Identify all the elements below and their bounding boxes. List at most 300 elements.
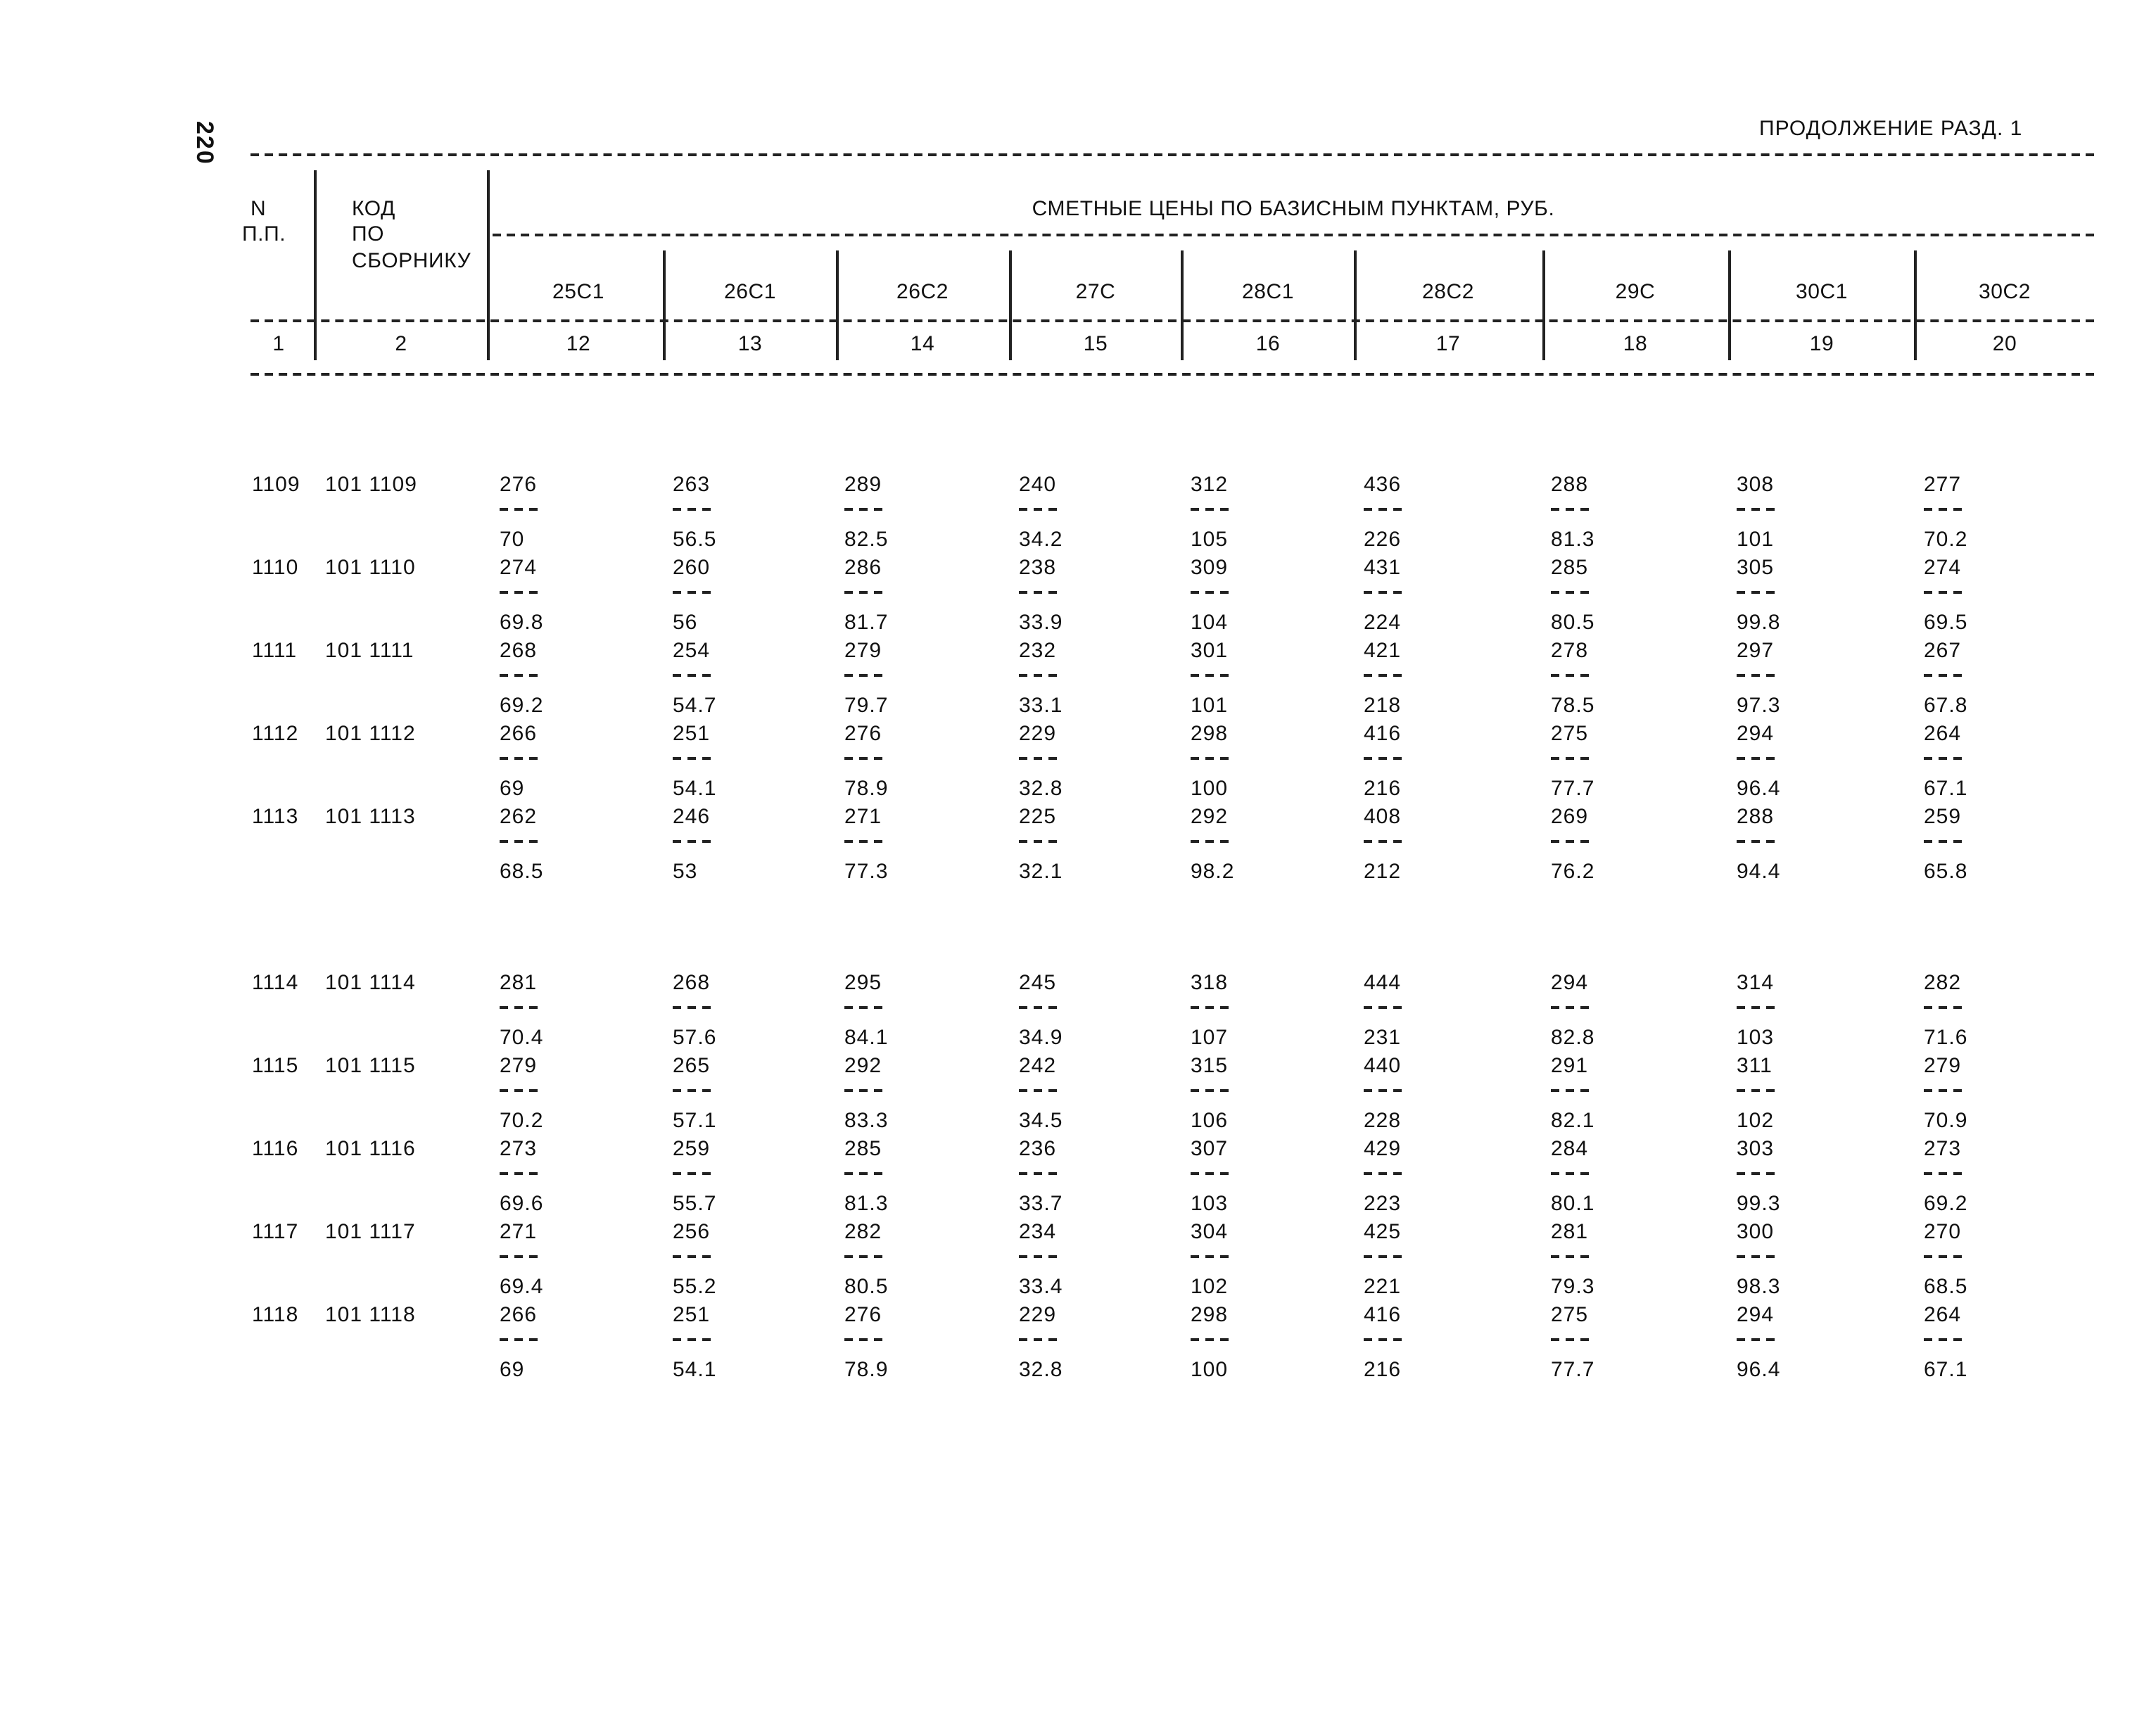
price-numerator: 288	[1551, 473, 1589, 497]
price-denominator: 97.3	[1737, 694, 1781, 718]
fraction-bar	[1551, 1172, 1589, 1175]
fraction-bar	[1191, 840, 1229, 843]
price-numerator: 278	[1551, 639, 1589, 663]
price-numerator: 307	[1191, 1137, 1229, 1161]
price-numerator: 421	[1364, 639, 1402, 663]
row-code: 101 1109	[325, 473, 417, 497]
fraction-bar	[1364, 674, 1402, 677]
price-numerator: 285	[1551, 556, 1589, 580]
fraction-bar	[844, 1338, 882, 1341]
price-numerator: 246	[673, 805, 711, 829]
fraction-bar	[500, 840, 538, 843]
column-header: 26С1	[723, 280, 777, 304]
price-numerator: 304	[1191, 1220, 1229, 1244]
fraction-bar	[1019, 1255, 1057, 1258]
fraction-bar	[844, 1006, 882, 1009]
price-numerator: 311	[1737, 1054, 1773, 1078]
price-numerator: 301	[1191, 639, 1229, 663]
price-numerator: 294	[1737, 722, 1775, 746]
price-numerator: 269	[1551, 805, 1589, 829]
price-denominator: 103	[1191, 1192, 1229, 1216]
section-continuation: ПРОДОЛЖЕНИЕ РАЗД. 1	[1759, 117, 2023, 141]
fraction-bar	[1551, 757, 1589, 760]
fraction-bar	[1924, 840, 1962, 843]
fraction-bar	[1551, 840, 1589, 843]
price-numerator: 444	[1364, 971, 1402, 995]
price-denominator: 54.1	[673, 777, 717, 801]
price-numerator: 273	[1924, 1137, 1962, 1161]
fraction-bar	[844, 1172, 882, 1175]
column-number: 14	[910, 332, 935, 356]
header-bottom-rule	[251, 373, 2094, 376]
fraction-bar	[844, 757, 882, 760]
price-denominator: 102	[1191, 1275, 1229, 1299]
price-denominator: 32.1	[1019, 860, 1063, 884]
price-denominator: 79.7	[844, 694, 889, 718]
price-denominator: 81.3	[1551, 528, 1595, 552]
fraction-bar	[1364, 1089, 1402, 1092]
fraction-bar	[500, 757, 538, 760]
fraction-bar	[1737, 1006, 1775, 1009]
fraction-bar	[1364, 757, 1402, 760]
row-code: 101 1111	[325, 639, 414, 663]
price-denominator: 54.1	[673, 1358, 717, 1382]
fraction-bar	[673, 591, 711, 594]
price-denominator: 56.5	[673, 528, 717, 552]
price-denominator: 98.2	[1191, 860, 1235, 884]
fraction-bar	[1924, 508, 1962, 511]
price-numerator: 416	[1364, 1303, 1402, 1327]
fraction-bar	[673, 1089, 711, 1092]
price-numerator: 276	[844, 1303, 882, 1327]
price-denominator: 81.3	[844, 1192, 889, 1216]
fraction-bar	[673, 1006, 711, 1009]
price-numerator: 294	[1551, 971, 1589, 995]
column-number: 13	[737, 332, 763, 356]
price-denominator: 99.8	[1737, 611, 1781, 635]
price-denominator: 96.4	[1737, 1358, 1781, 1382]
price-denominator: 69.4	[500, 1275, 544, 1299]
price-numerator: 309	[1191, 556, 1229, 580]
price-numerator: 229	[1019, 722, 1057, 746]
price-denominator: 226	[1364, 528, 1402, 552]
price-denominator: 84.1	[844, 1026, 889, 1050]
price-denominator: 34.2	[1019, 528, 1063, 552]
price-denominator: 231	[1364, 1026, 1402, 1050]
price-denominator: 34.5	[1019, 1109, 1063, 1133]
price-denominator: 67.1	[1924, 777, 1968, 801]
fraction-bar	[1551, 1089, 1589, 1092]
price-denominator: 69.2	[1924, 1192, 1968, 1216]
price-numerator: 436	[1364, 473, 1402, 497]
price-numerator: 266	[500, 1303, 538, 1327]
row-code: 101 1112	[325, 722, 416, 746]
price-denominator: 106	[1191, 1109, 1229, 1133]
row-code: 101 1113	[325, 805, 416, 829]
row-code: 101 1116	[325, 1137, 416, 1161]
price-numerator: 273	[500, 1137, 538, 1161]
header-top-rule	[251, 153, 2094, 156]
fraction-bar	[500, 1006, 538, 1009]
column-header: 30С2	[1978, 280, 2031, 304]
price-denominator: 100	[1191, 777, 1229, 801]
fraction-bar	[1019, 1089, 1057, 1092]
price-numerator: 279	[844, 639, 882, 663]
fraction-bar	[1191, 1172, 1229, 1175]
fraction-bar	[1737, 591, 1775, 594]
price-denominator: 80.1	[1551, 1192, 1595, 1216]
price-denominator: 81.7	[844, 611, 889, 635]
fraction-bar	[500, 1172, 538, 1175]
row-number: 1112	[252, 722, 299, 746]
price-numerator: 277	[1924, 473, 1962, 497]
fraction-bar	[1364, 591, 1402, 594]
fraction-bar	[1737, 1255, 1775, 1258]
price-numerator: 303	[1737, 1137, 1775, 1161]
price-denominator: 83.3	[844, 1109, 889, 1133]
col-number-1: 1	[272, 332, 285, 356]
price-numerator: 312	[1191, 473, 1229, 497]
fraction-bar	[1924, 1172, 1962, 1175]
row-number: 1111	[252, 639, 298, 663]
price-numerator: 259	[673, 1137, 711, 1161]
fraction-bar	[1737, 508, 1775, 511]
price-denominator: 224	[1364, 611, 1402, 635]
price-denominator: 69	[500, 777, 525, 801]
price-numerator: 308	[1737, 473, 1775, 497]
price-numerator: 291	[1551, 1054, 1589, 1078]
price-numerator: 263	[673, 473, 711, 497]
fraction-bar	[1737, 1338, 1775, 1341]
fraction-bar	[844, 1089, 882, 1092]
col-number-2: 2	[395, 332, 407, 356]
row-code: 101 1110	[325, 556, 416, 580]
fraction-bar	[1191, 1338, 1229, 1341]
price-numerator: 234	[1019, 1220, 1057, 1244]
price-numerator: 298	[1191, 1303, 1229, 1327]
price-numerator: 264	[1924, 1303, 1962, 1327]
column-header: 27С	[1075, 280, 1116, 304]
price-numerator: 288	[1737, 805, 1775, 829]
price-numerator: 260	[673, 556, 711, 580]
price-denominator: 68.5	[1924, 1275, 1968, 1299]
price-numerator: 305	[1737, 556, 1775, 580]
fraction-bar	[1019, 591, 1057, 594]
fraction-bar	[1924, 591, 1962, 594]
price-numerator: 440	[1364, 1054, 1402, 1078]
fraction-bar	[1364, 1255, 1402, 1258]
fraction-bar	[1019, 1172, 1057, 1175]
price-numerator: 275	[1551, 722, 1589, 746]
price-denominator: 70.4	[500, 1026, 544, 1050]
fraction-bar	[1737, 840, 1775, 843]
price-denominator: 77.7	[1551, 1358, 1595, 1382]
column-number: 19	[1809, 332, 1834, 356]
price-numerator: 281	[1551, 1220, 1589, 1244]
header-n: N	[251, 197, 267, 221]
price-numerator: 284	[1551, 1137, 1589, 1161]
fraction-bar	[844, 1255, 882, 1258]
price-numerator: 286	[844, 556, 882, 580]
fraction-bar	[1191, 1006, 1229, 1009]
header-sub-rule	[251, 319, 2094, 322]
fraction-bar	[1019, 1338, 1057, 1341]
price-numerator: 295	[844, 971, 882, 995]
column-header: 28С2	[1421, 280, 1475, 304]
price-denominator: 33.9	[1019, 611, 1063, 635]
price-denominator: 55.7	[673, 1192, 717, 1216]
fraction-bar	[1364, 508, 1402, 511]
price-numerator: 271	[500, 1220, 538, 1244]
column-number: 18	[1623, 332, 1648, 356]
price-denominator: 71.6	[1924, 1026, 1968, 1050]
price-denominator: 70.2	[500, 1109, 544, 1133]
column-header: 25С1	[552, 280, 605, 304]
price-denominator: 105	[1191, 528, 1229, 552]
price-numerator: 300	[1737, 1220, 1775, 1244]
row-code: 101 1114	[325, 971, 416, 995]
price-denominator: 221	[1364, 1275, 1402, 1299]
fraction-bar	[673, 1172, 711, 1175]
row-code: 101 1117	[325, 1220, 416, 1244]
fraction-bar	[1924, 757, 1962, 760]
row-number: 1118	[252, 1303, 299, 1327]
price-denominator: 101	[1737, 528, 1775, 552]
column-header: 28С1	[1241, 280, 1295, 304]
fraction-bar	[500, 674, 538, 677]
price-numerator: 281	[500, 971, 538, 995]
price-denominator: 53	[673, 860, 698, 884]
price-numerator: 408	[1364, 805, 1402, 829]
price-numerator: 242	[1019, 1054, 1057, 1078]
price-numerator: 274	[500, 556, 538, 580]
price-denominator: 33.4	[1019, 1275, 1063, 1299]
price-denominator: 216	[1364, 1358, 1402, 1382]
fraction-bar	[1924, 1006, 1962, 1009]
price-numerator: 318	[1191, 971, 1229, 995]
fraction-bar	[1924, 1089, 1962, 1092]
fraction-bar	[1737, 1172, 1775, 1175]
price-numerator: 279	[500, 1054, 538, 1078]
column-number: 15	[1083, 332, 1108, 356]
price-denominator: 76.2	[1551, 860, 1595, 884]
fraction-bar	[1551, 1338, 1589, 1341]
header-divider	[314, 170, 317, 360]
price-numerator: 275	[1551, 1303, 1589, 1327]
price-numerator: 238	[1019, 556, 1057, 580]
price-numerator: 266	[500, 722, 538, 746]
price-numerator: 292	[844, 1054, 882, 1078]
price-numerator: 245	[1019, 971, 1057, 995]
fraction-bar	[1551, 591, 1589, 594]
fraction-bar	[1019, 508, 1057, 511]
price-numerator: 267	[1924, 639, 1962, 663]
fraction-bar	[500, 1089, 538, 1092]
price-denominator: 212	[1364, 860, 1402, 884]
fraction-bar	[1551, 1255, 1589, 1258]
price-denominator: 216	[1364, 777, 1402, 801]
fraction-bar	[1924, 1255, 1962, 1258]
price-numerator: 256	[673, 1220, 711, 1244]
price-numerator: 254	[673, 639, 711, 663]
price-denominator: 79.3	[1551, 1275, 1595, 1299]
price-numerator: 251	[673, 1303, 711, 1327]
price-denominator: 70.9	[1924, 1109, 1968, 1133]
price-numerator: 294	[1737, 1303, 1775, 1327]
price-denominator: 102	[1737, 1109, 1775, 1133]
fraction-bar	[844, 508, 882, 511]
price-denominator: 33.1	[1019, 694, 1063, 718]
price-denominator: 69.6	[500, 1192, 544, 1216]
fraction-bar	[673, 508, 711, 511]
page-number: 220	[191, 121, 218, 165]
fraction-bar	[1191, 757, 1229, 760]
fraction-bar	[673, 1338, 711, 1341]
fraction-bar	[1551, 1006, 1589, 1009]
price-denominator: 98.3	[1737, 1275, 1781, 1299]
price-denominator: 218	[1364, 694, 1402, 718]
price-denominator: 101	[1191, 694, 1229, 718]
price-denominator: 82.8	[1551, 1026, 1595, 1050]
price-numerator: 298	[1191, 722, 1229, 746]
price-denominator: 96.4	[1737, 777, 1781, 801]
price-denominator: 104	[1191, 611, 1229, 635]
price-denominator: 82.5	[844, 528, 889, 552]
price-numerator: 292	[1191, 805, 1229, 829]
price-numerator: 259	[1924, 805, 1962, 829]
price-denominator: 69.5	[1924, 611, 1968, 635]
fraction-bar	[1737, 1089, 1775, 1092]
column-header: 30С1	[1795, 280, 1849, 304]
fraction-bar	[1019, 674, 1057, 677]
price-denominator: 99.3	[1737, 1192, 1781, 1216]
fraction-bar	[673, 1255, 711, 1258]
price-numerator: 282	[1924, 971, 1962, 995]
fraction-bar	[673, 674, 711, 677]
header-mid-rule	[493, 234, 2094, 236]
row-number: 1113	[252, 805, 299, 829]
price-numerator: 425	[1364, 1220, 1402, 1244]
fraction-bar	[1019, 757, 1057, 760]
fraction-bar	[1364, 840, 1402, 843]
price-denominator: 69.2	[500, 694, 544, 718]
price-denominator: 69.8	[500, 611, 544, 635]
price-numerator: 289	[844, 473, 882, 497]
fraction-bar	[1551, 674, 1589, 677]
fraction-bar	[1019, 1006, 1057, 1009]
price-denominator: 78.9	[844, 777, 889, 801]
price-denominator: 82.1	[1551, 1109, 1595, 1133]
column-number: 16	[1255, 332, 1281, 356]
price-numerator: 268	[673, 971, 711, 995]
price-denominator: 80.5	[1551, 611, 1595, 635]
price-denominator: 32.8	[1019, 1358, 1063, 1382]
row-number: 1110	[252, 556, 299, 580]
price-denominator: 34.9	[1019, 1026, 1063, 1050]
column-header: 29С	[1615, 280, 1656, 304]
price-denominator: 67.1	[1924, 1358, 1968, 1382]
row-code: 101 1115	[325, 1054, 416, 1078]
price-numerator: 429	[1364, 1137, 1402, 1161]
fraction-bar	[1551, 508, 1589, 511]
price-denominator: 57.1	[673, 1109, 717, 1133]
price-numerator: 314	[1737, 971, 1775, 995]
fraction-bar	[844, 674, 882, 677]
column-number: 12	[566, 332, 591, 356]
price-denominator: 70.2	[1924, 528, 1968, 552]
fraction-bar	[1191, 591, 1229, 594]
fraction-bar	[500, 1255, 538, 1258]
header-prices-title: СМЕТНЫЕ ЦЕНЫ ПО БАЗИСНЫМ ПУНКТАМ, РУБ.	[1032, 197, 1555, 221]
header-divider	[487, 170, 490, 360]
price-numerator: 271	[844, 805, 882, 829]
price-numerator: 229	[1019, 1303, 1057, 1327]
column-header: 26С2	[896, 280, 949, 304]
fraction-bar	[1364, 1172, 1402, 1175]
header-pp: П.П.	[242, 222, 286, 246]
price-numerator: 285	[844, 1137, 882, 1161]
fraction-bar	[844, 591, 882, 594]
fraction-bar	[1924, 1338, 1962, 1341]
header-code-2: ПО	[352, 222, 385, 246]
price-numerator: 225	[1019, 805, 1057, 829]
fraction-bar	[1364, 1338, 1402, 1341]
price-numerator: 274	[1924, 556, 1962, 580]
price-numerator: 262	[500, 805, 538, 829]
column-number: 20	[1992, 332, 2017, 356]
price-denominator: 228	[1364, 1109, 1402, 1133]
row-number: 1117	[252, 1220, 299, 1244]
price-numerator: 265	[673, 1054, 711, 1078]
price-denominator: 78.9	[844, 1358, 889, 1382]
price-numerator: 264	[1924, 722, 1962, 746]
header-code-3: СБОРНИКУ	[352, 249, 471, 273]
fraction-bar	[1191, 1089, 1229, 1092]
price-denominator: 77.3	[844, 860, 889, 884]
price-denominator: 65.8	[1924, 860, 1968, 884]
fraction-bar	[500, 508, 538, 511]
fraction-bar	[1924, 674, 1962, 677]
price-denominator: 67.8	[1924, 694, 1968, 718]
price-numerator: 236	[1019, 1137, 1057, 1161]
fraction-bar	[844, 840, 882, 843]
header-code-1: КОД	[352, 197, 395, 221]
price-denominator: 69	[500, 1358, 525, 1382]
price-numerator: 276	[844, 722, 882, 746]
row-number: 1114	[252, 971, 299, 995]
price-numerator: 297	[1737, 639, 1775, 663]
fraction-bar	[1019, 840, 1057, 843]
fraction-bar	[1364, 1006, 1402, 1009]
fraction-bar	[673, 840, 711, 843]
row-number: 1116	[252, 1137, 299, 1161]
price-numerator: 279	[1924, 1054, 1962, 1078]
row-code: 101 1118	[325, 1303, 416, 1327]
price-denominator: 107	[1191, 1026, 1229, 1050]
fraction-bar	[500, 591, 538, 594]
price-numerator: 251	[673, 722, 711, 746]
price-denominator: 70	[500, 528, 525, 552]
price-numerator: 416	[1364, 722, 1402, 746]
fraction-bar	[1191, 1255, 1229, 1258]
price-numerator: 268	[500, 639, 538, 663]
price-denominator: 78.5	[1551, 694, 1595, 718]
price-denominator: 33.7	[1019, 1192, 1063, 1216]
price-numerator: 431	[1364, 556, 1402, 580]
price-denominator: 77.7	[1551, 777, 1595, 801]
price-denominator: 68.5	[500, 860, 544, 884]
column-number: 17	[1435, 332, 1461, 356]
